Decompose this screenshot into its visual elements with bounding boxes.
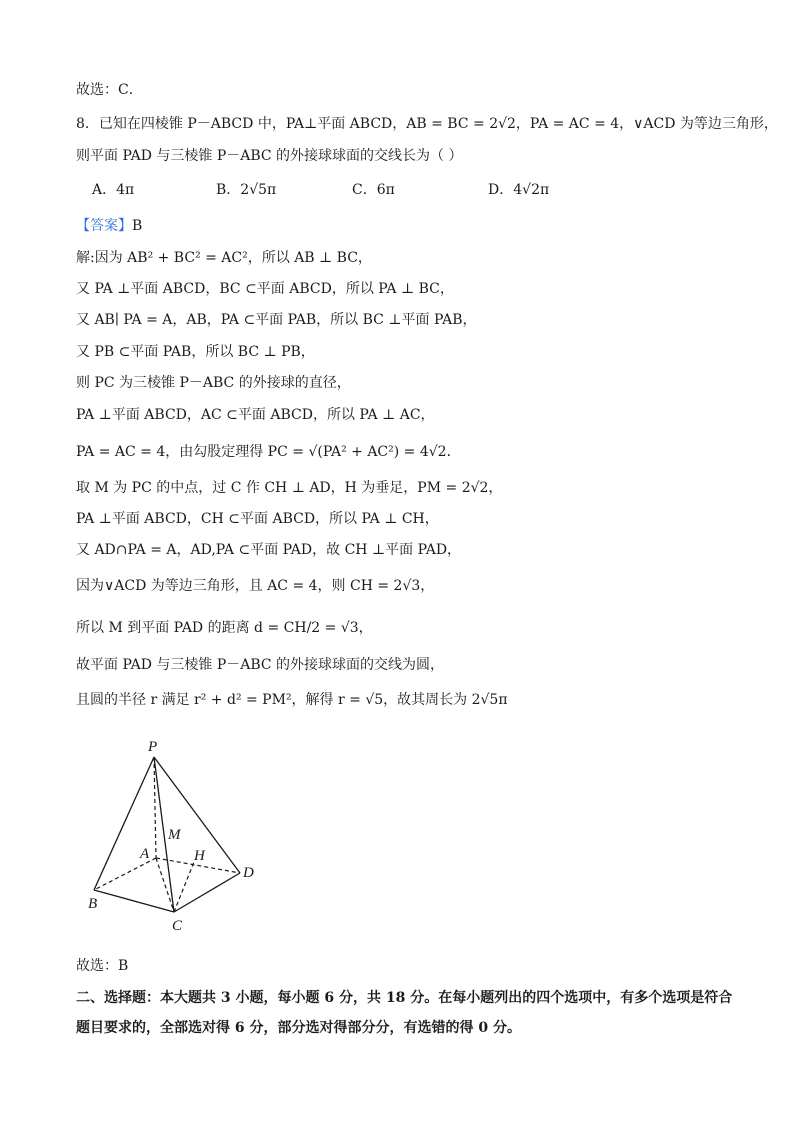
label-a: A	[140, 846, 150, 862]
solution-line: 又 PA ⊥平面 ABCD，BC ⊂平面 ABCD，所以 PA ⊥ BC，	[76, 281, 454, 297]
solution-line: 则 PC 为三棱锥 P－ABC 的外接球的直径，	[76, 375, 351, 391]
edge-pb	[94, 757, 154, 890]
section-heading-line-2: 题目要求的，全部选对得 6 分，部分选对得部分分，有选错的得 0 分。	[76, 1020, 521, 1036]
option-d-label: D．	[488, 182, 514, 198]
answer-tag: 【答案】	[76, 218, 132, 234]
solution-line: PA ⊥平面 ABCD，AC ⊂平面 ABCD，所以 PA ⊥ AC，	[76, 407, 435, 423]
option-b-label: B．	[216, 182, 241, 198]
answer-value: B	[132, 218, 143, 234]
solution-line: 取 M 为 PC 的中点，过 C 作 CH ⊥ AD，H 为垂足，PM = 2√2，	[76, 480, 503, 496]
label-p: P	[148, 739, 158, 755]
final-answer: 故选：B	[76, 958, 129, 974]
edge-ab	[94, 858, 156, 890]
option-a-value: 4π	[116, 182, 135, 198]
label-m: M	[168, 827, 181, 843]
solution-line: 又 AD∩PA = A，AD,PA ⊂平面 PAD，故 CH ⊥平面 PAD，	[76, 542, 462, 558]
solution-line: 又 PB ⊂平面 PAB，所以 BC ⊥ PB，	[76, 344, 315, 360]
solution-line: 解:因为 AB² + BC² = AC²，所以 AB ⊥ BC，	[76, 250, 372, 266]
label-d: D	[243, 865, 254, 881]
solution-line: PA ⊥平面 ABCD，CH ⊂平面 ABCD，所以 PA ⊥ CH，	[76, 511, 439, 527]
solution-line: 又 AB∣ PA = A，AB，PA ⊂平面 PAB，所以 BC ⊥平面 PAB，	[76, 312, 477, 328]
question-text-line-2: 则平面 PAD 与三棱锥 P－ABC 的外接球球面的交线长为（ ）	[76, 148, 463, 164]
edge-ch	[174, 862, 194, 912]
solution-line: 故平面 PAD 与三棱锥 P－ABC 的外接球球面的交线为圆，	[76, 657, 445, 673]
label-h: H	[194, 848, 205, 864]
option-c-value: 6π	[376, 182, 395, 198]
edge-bc	[94, 890, 174, 912]
solution-line: PA = AC = 4，由勾股定理得 PC = √(PA² + AC²) = 4√2．	[76, 444, 461, 460]
option-b	[216, 180, 276, 200]
solution-line: 因为∨ACD 为等边三角形，且 AC = 4，则 CH = 2√3，	[76, 578, 435, 594]
option-c-label: C．	[352, 182, 377, 198]
section-heading-line-1: 二、选择题：本大题共 3 小题，每小题 6 分，共 18 分。在每小题列出的四个选项中，有多个选项是符合	[76, 990, 733, 1006]
previous-answer: 故选：C．	[76, 82, 143, 98]
option-c	[352, 180, 395, 200]
option-a-label: A．	[92, 182, 117, 198]
label-c: C	[172, 918, 183, 934]
option-d-value: 4√2π	[513, 182, 550, 198]
solution-line: 所以 M 到平面 PAD 的距离 d = CH/2 = √3，	[76, 620, 373, 636]
option-b-value: 2√5π	[240, 182, 277, 198]
answer-line	[76, 216, 142, 236]
label-b: B	[88, 896, 98, 912]
solution-line: 且圆的半径 r 满足 r² + d² = PM²，解得 r = √5，故其周长为 2√5π	[76, 692, 508, 708]
pyramid-figure	[76, 732, 276, 942]
option-a	[92, 180, 134, 200]
edge-ac	[156, 858, 174, 912]
question-text-line-1: 8．已知在四棱锥 P－ABCD 中，PA⊥平面 ABCD，AB = BC = 2√2，PA = AC = 4，∨ACD 为等边三角形，	[76, 116, 778, 132]
edge-cd	[174, 873, 240, 912]
option-d	[488, 180, 549, 200]
